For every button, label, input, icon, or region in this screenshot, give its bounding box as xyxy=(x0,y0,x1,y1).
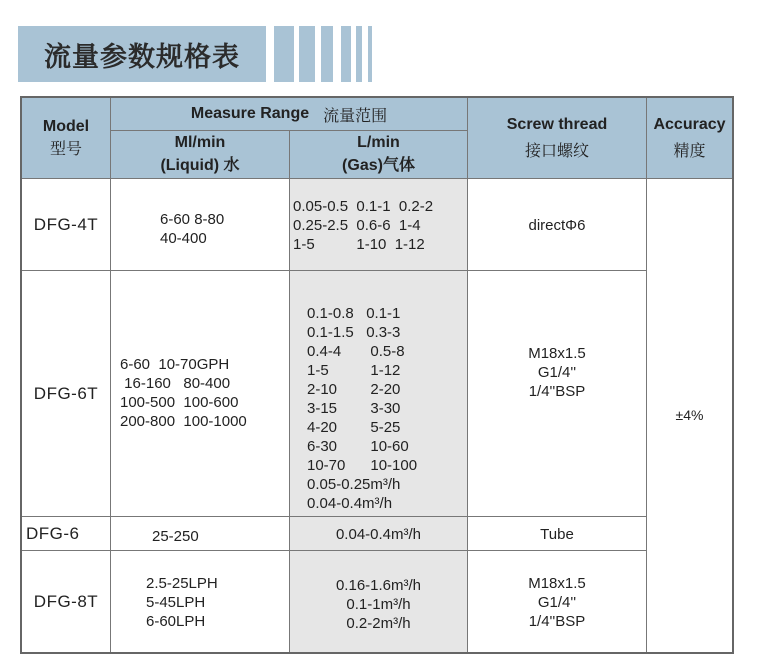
gas-value: 0.16-1.6m³/h xyxy=(335,577,422,594)
header-gas-label: (Gas)气体 xyxy=(342,157,415,174)
screw-value: 1/4''BSP xyxy=(528,613,586,630)
grid-line xyxy=(22,178,732,179)
gas-value: 0.1-0.8 0.1-1 xyxy=(307,305,401,322)
decor-bar xyxy=(368,26,372,82)
header-liquid-label: (Liquid) 水 xyxy=(160,157,240,174)
liquid-value: 40-400 xyxy=(160,230,207,247)
accuracy-cell xyxy=(647,179,732,652)
header-model xyxy=(22,98,110,178)
header-model-en: Model xyxy=(42,117,90,135)
header-liquid-unit: Ml/min xyxy=(174,134,226,151)
gas-value: 6-30 10-60 xyxy=(307,438,409,455)
grid-line xyxy=(22,516,646,517)
header-gas xyxy=(290,131,467,178)
gas-range xyxy=(290,517,467,551)
header-gas-unit: L/min xyxy=(357,134,400,151)
gas-value: 0.4-4 0.5-8 xyxy=(307,343,405,360)
header-screw-en: Screw thread xyxy=(506,115,608,133)
gas-range xyxy=(307,304,417,513)
screw-thread xyxy=(468,517,646,551)
gas-value: 0.05-0.5 0.1-1 0.2-2 xyxy=(293,198,434,215)
gas-value: 0.25-2.5 0.6-6 1-4 xyxy=(293,217,421,234)
header-screw-thread xyxy=(468,98,646,178)
decor-bar xyxy=(356,26,362,82)
gas-value: 1-5 1-10 1-12 xyxy=(293,236,425,253)
title-box xyxy=(18,26,266,82)
liquid-range xyxy=(152,527,199,546)
grid-line xyxy=(289,130,290,652)
liquid-value: 100-500 100-600 xyxy=(120,394,239,411)
header-screw-cn: 接口螺纹 xyxy=(524,140,589,160)
screw-thread xyxy=(468,179,646,271)
screw-value: G1/4'' xyxy=(537,364,577,381)
model-name: DFG-8T xyxy=(33,591,99,611)
header-accuracy-en: Accuracy xyxy=(653,115,726,133)
header-measure-range xyxy=(111,98,467,130)
header-liquid xyxy=(111,131,289,178)
liquid-range xyxy=(120,355,247,431)
accuracy-value: ±4% xyxy=(675,407,704,423)
liquid-value: 16-160 80-400 xyxy=(120,375,231,392)
header-measure-en: Measure Range xyxy=(190,105,310,122)
gas-value: 0.04-0.4m³/h xyxy=(307,495,393,512)
header-accuracy xyxy=(647,98,732,178)
screw-value: Tube xyxy=(540,525,574,543)
screw-value: 1/4''BSP xyxy=(528,383,586,400)
screw-value: M18x1.5 xyxy=(528,345,586,362)
screw-thread xyxy=(468,344,646,401)
screw-value: M18x1.5 xyxy=(528,575,586,592)
gas-range xyxy=(290,576,467,633)
liquid-value: 6-60 10-70GPH xyxy=(120,356,230,373)
decor-bar xyxy=(274,26,294,82)
liquid-value: 200-800 100-1000 xyxy=(120,413,247,430)
grid-line xyxy=(22,270,646,271)
gas-value: 0.1-1.5 0.3-3 xyxy=(307,324,401,341)
screw-thread xyxy=(468,574,646,631)
gas-value: 10-70 10-100 xyxy=(307,457,418,474)
liquid-value: 2.5-25LPH xyxy=(146,575,218,592)
grid-line xyxy=(110,130,467,131)
liquid-value: 6-60 8-80 xyxy=(160,211,225,228)
spec-table xyxy=(20,96,734,654)
decor-bar xyxy=(299,26,315,82)
model-name: DFG-4T xyxy=(33,215,99,234)
grid-line xyxy=(467,98,468,652)
model-name: DFG-6T xyxy=(33,384,99,403)
liquid-value: 25-250 xyxy=(152,528,199,545)
gas-value: 0.2-2m³/h xyxy=(346,615,411,632)
liquid-value: 5-45LPH xyxy=(146,594,206,611)
gas-value: 0.1-1m³/h xyxy=(346,596,411,613)
screw-value: G1/4'' xyxy=(537,594,577,611)
header-model-cn: 型号 xyxy=(49,138,82,158)
screw-value: directΦ6 xyxy=(528,216,586,234)
grid-line xyxy=(110,98,111,652)
table-row-model xyxy=(22,271,110,517)
gas-range xyxy=(293,197,433,254)
gas-value: 1-5 1-12 xyxy=(307,362,401,379)
liquid-range xyxy=(160,210,224,248)
gas-value: 0.05-0.25m³/h xyxy=(307,476,401,493)
grid-line xyxy=(646,98,647,652)
decor-bar xyxy=(341,26,351,82)
gas-value: 4-20 5-25 xyxy=(307,419,401,436)
page-title: 流量参数规格表 xyxy=(44,41,240,73)
gas-value: 0.04-0.4m³/h xyxy=(335,525,422,543)
table-row-model xyxy=(22,179,110,271)
table-row-model xyxy=(26,517,110,551)
model-name: DFG-6 xyxy=(26,524,80,543)
liquid-range xyxy=(146,574,218,631)
header-accuracy-cn: 精度 xyxy=(673,140,706,160)
table-row-model xyxy=(22,551,110,652)
gas-value: 2-10 2-20 xyxy=(307,381,401,398)
grid-line xyxy=(22,550,646,551)
decor-bar xyxy=(321,26,333,82)
gas-value: 3-15 3-30 xyxy=(307,400,401,417)
header-measure-cn: 流量范围 xyxy=(323,105,388,125)
liquid-value: 6-60LPH xyxy=(146,613,206,630)
